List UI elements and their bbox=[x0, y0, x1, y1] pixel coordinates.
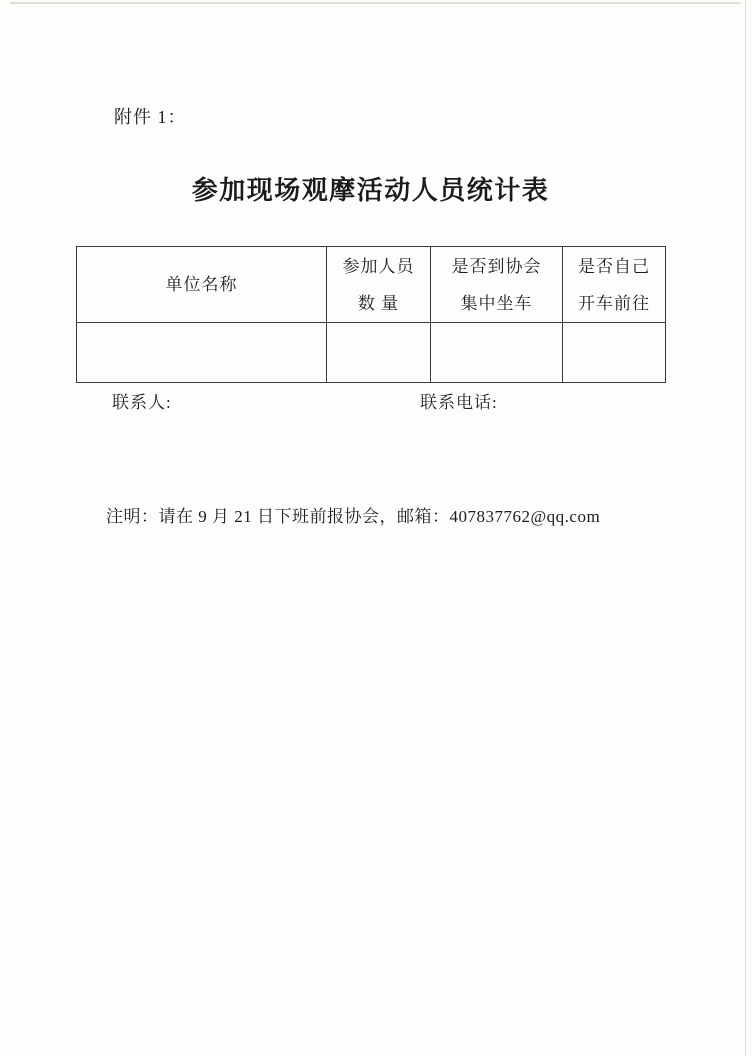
personnel-stat-table bbox=[76, 246, 666, 383]
contact-person-label: 联系人: bbox=[112, 393, 172, 412]
header-text: 是否自己 bbox=[578, 256, 650, 276]
table-header-row bbox=[77, 247, 666, 323]
table-row bbox=[77, 323, 666, 383]
header-text: 参加人员 bbox=[342, 256, 415, 276]
attachment-label: 附件 1： bbox=[114, 107, 187, 127]
table-cell-participant-count bbox=[327, 323, 431, 383]
scan-artifact-top bbox=[10, 2, 741, 4]
table-header-unit-name bbox=[77, 247, 327, 323]
table-header-participant-count bbox=[327, 247, 431, 323]
contact-phone-label: 联系电话: bbox=[420, 393, 498, 412]
header-text: 数 量 bbox=[357, 293, 400, 313]
header-text: 是否到协会 bbox=[451, 256, 542, 276]
note-text: 注明：请在 9 月 21 日下班前报协会，邮箱：407837762@qq.com bbox=[106, 507, 601, 526]
document-title: 参加现场观摩活动人员统计表 bbox=[191, 175, 550, 205]
table-header-self-drive bbox=[563, 247, 666, 323]
header-text: 开车前往 bbox=[578, 293, 650, 313]
scan-artifact-right bbox=[745, 0, 746, 1056]
header-text: 集中坐车 bbox=[460, 293, 533, 313]
table-cell-unit-name bbox=[77, 323, 327, 383]
table-cell-self-drive bbox=[563, 323, 666, 383]
header-text: 单位名称 bbox=[165, 275, 238, 294]
table-header-association-bus bbox=[431, 247, 563, 323]
table-cell-association-bus bbox=[431, 323, 563, 383]
